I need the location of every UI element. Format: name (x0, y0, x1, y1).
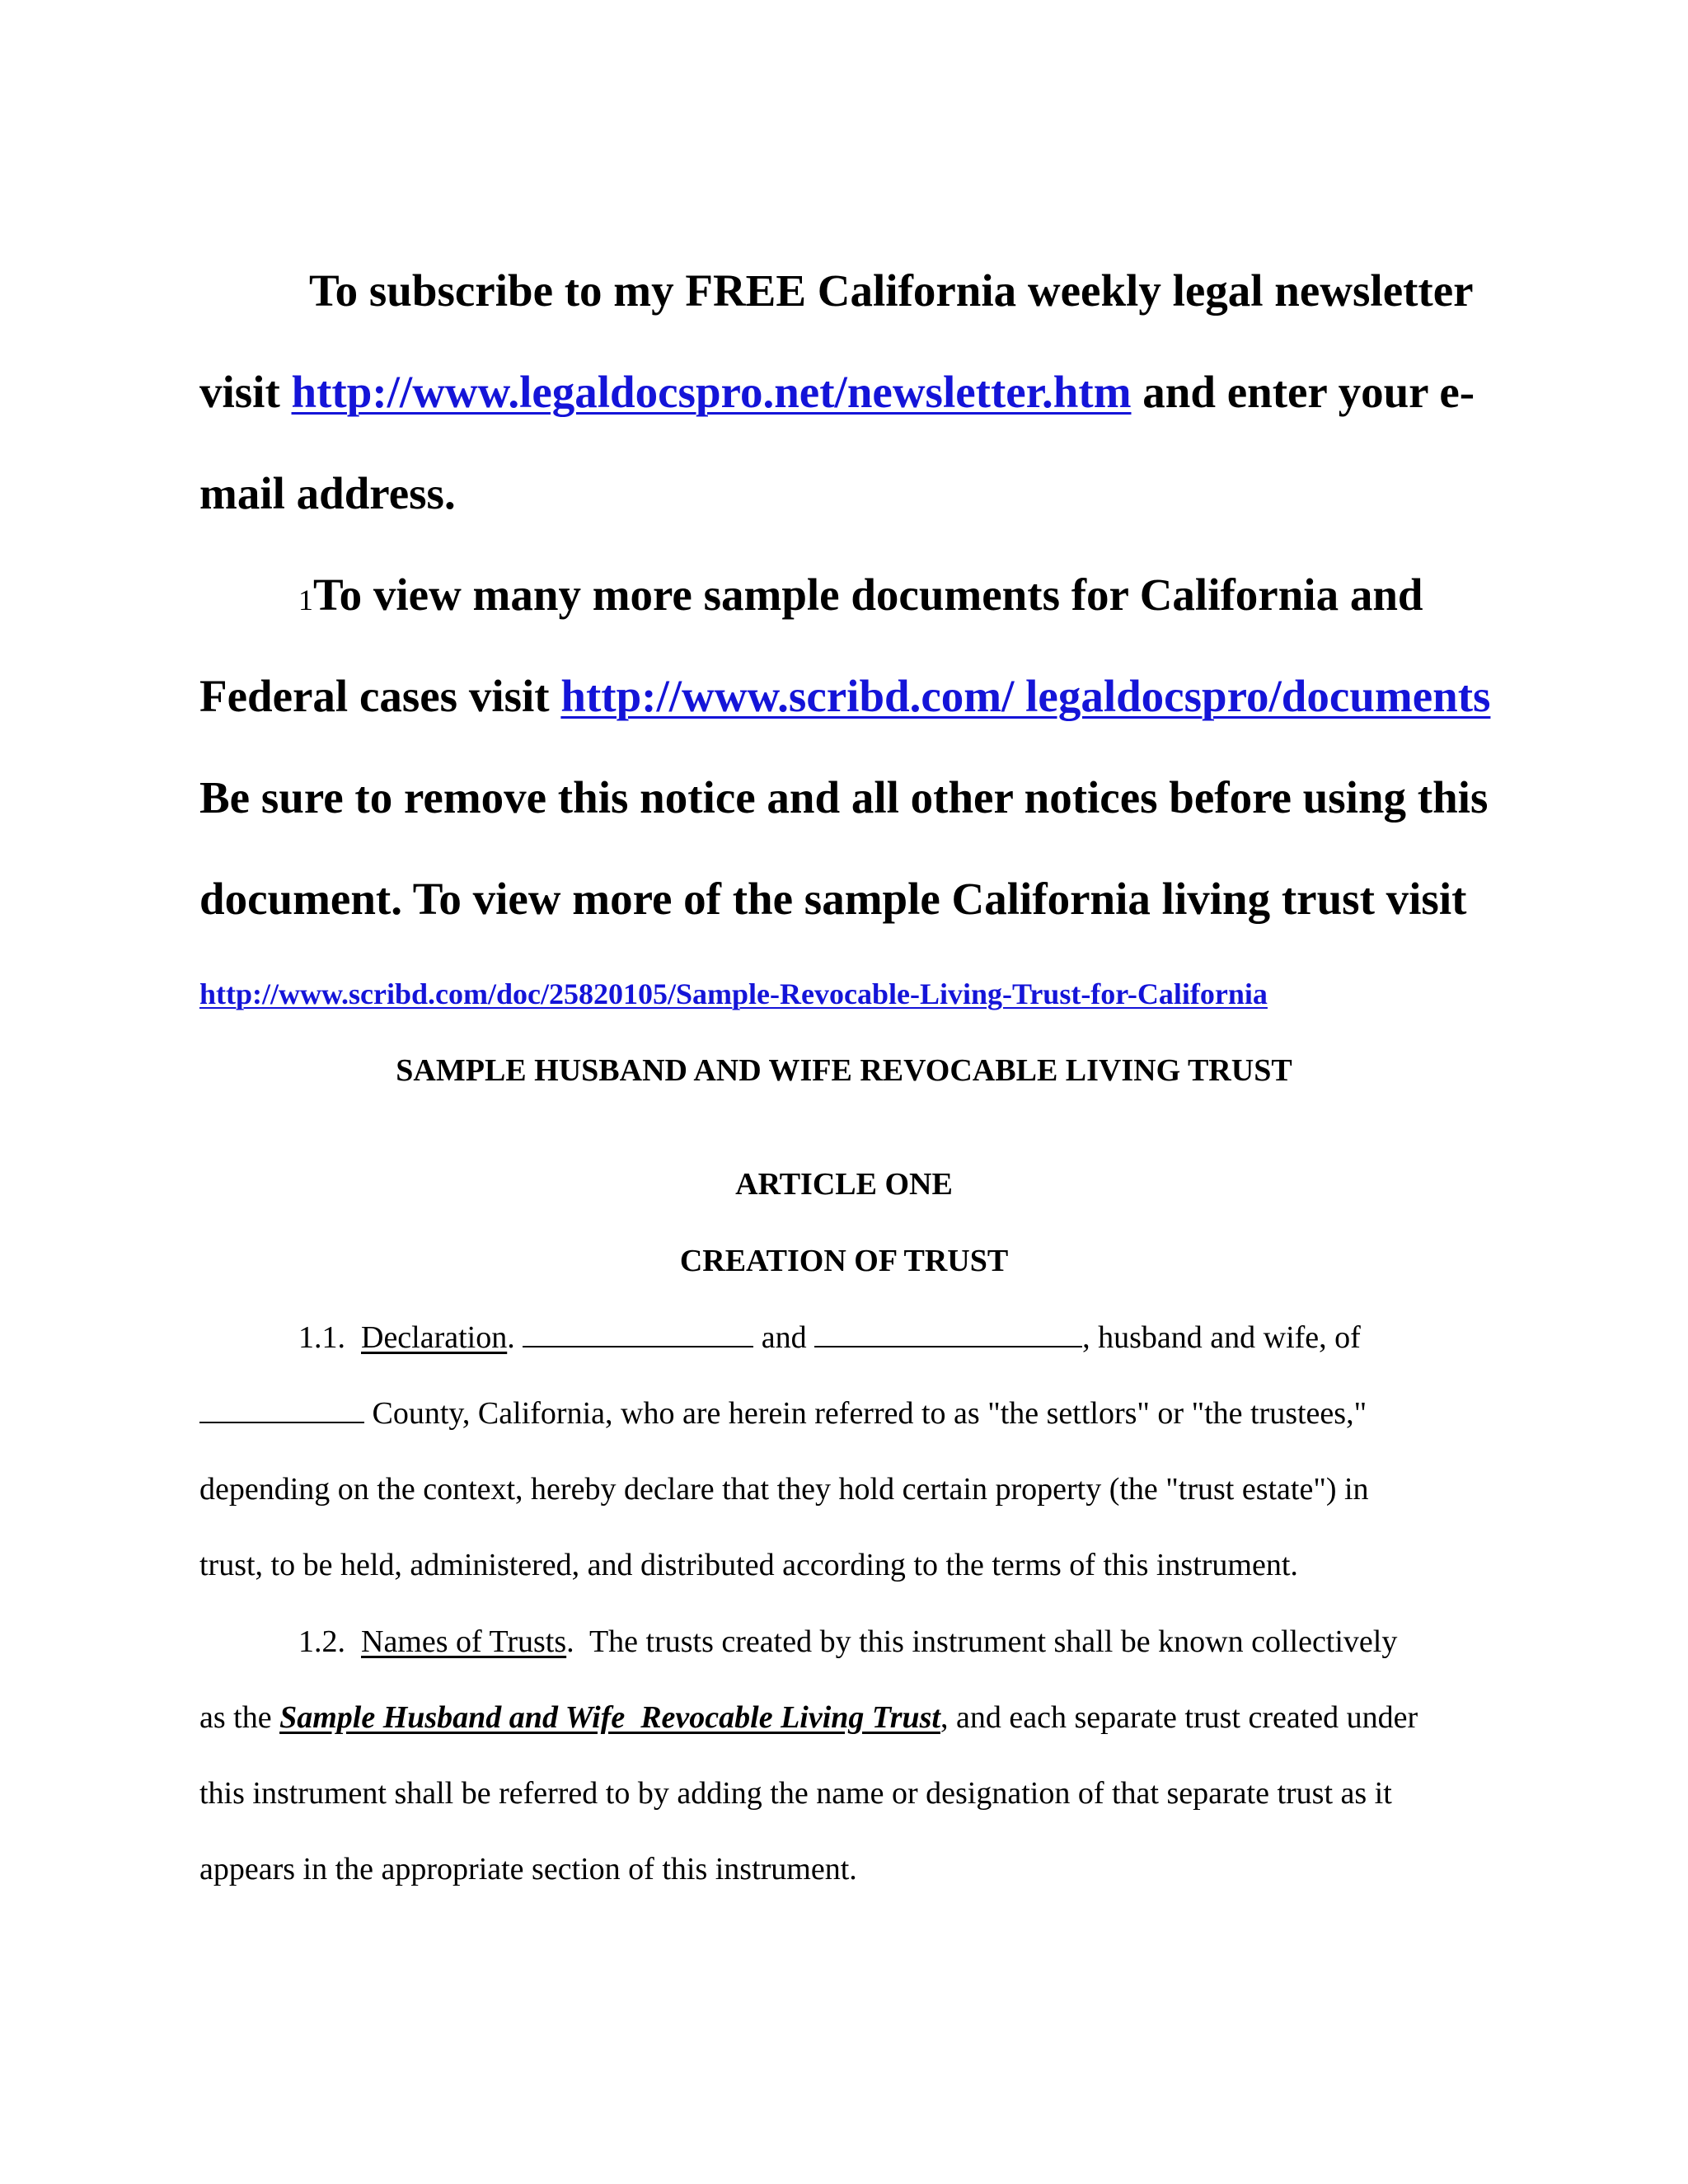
notice-text: visit (199, 367, 292, 417)
document-title: SAMPLE HUSBAND AND WIFE REVOCABLE LIVING TRUST (396, 1053, 1292, 1088)
section-1-2-line-1 (298, 1624, 1397, 1660)
sample-trust-link[interactable]: http://www.scribd.com/doc/25820105/Sample-Revocable-Living-Trust-for-California (199, 977, 1268, 1010)
notice-text: mail address. (199, 468, 456, 518)
section-text: County, California, who are herein referred to as "the settlors" or "the trustees," (372, 1396, 1367, 1431)
notice-text: Be sure to remove this notice and all other notices before using this (199, 772, 1489, 823)
section-heading: Declaration (361, 1320, 508, 1355)
notice-text: To subscribe to my FREE California weekly legal newsletter (309, 265, 1474, 316)
name-blank-1[interactable] (523, 1321, 753, 1347)
section-text: and (761, 1320, 807, 1355)
trust-link-line (199, 977, 1268, 1011)
notice-line-1 (309, 266, 1611, 316)
section-heading: Names of Trusts (361, 1624, 567, 1659)
section-text: . The trusts created by this instrument shall be known collectively (566, 1624, 1398, 1659)
notice-text: Federal cases visit (199, 671, 561, 721)
notice-line-6 (199, 773, 1502, 823)
notice-text: To view many more sample documents for California and (313, 569, 1423, 620)
section-1-2-line-2 (199, 1699, 1418, 1736)
county-blank[interactable] (199, 1397, 364, 1423)
trust-name: Sample Husband and Wife Revocable Living Trust (279, 1700, 940, 1735)
section-text: , husband and wife, of (1082, 1320, 1361, 1355)
notice-line-5 (199, 672, 1502, 721)
documents-link[interactable]: http://www.scribd.com/ legaldocspro/documents (560, 671, 1491, 721)
notice-line-2 (199, 368, 1502, 417)
notice-text: document. To view more of the sample California living trust visit (199, 874, 1467, 924)
notice-line-7 (199, 874, 1502, 924)
notice-line-3 (199, 469, 1502, 518)
article-number: ARTICLE ONE (735, 1167, 953, 1202)
notice-line-4 (298, 570, 1601, 625)
section-1-2-line-4: appears in the appropriate section of this instrument. (199, 1852, 857, 1886)
section-1-1-line-1 (298, 1319, 1361, 1356)
section-1-1-line-3: depending on the context, hereby declare that they hold certain property (the "trust estate") in (199, 1472, 1369, 1507)
section-number: 1.2. (298, 1624, 345, 1659)
section-number: 1.1. (298, 1320, 345, 1355)
section-1-1-line-2 (199, 1395, 1367, 1432)
name-blank-2[interactable] (814, 1321, 1082, 1347)
section-1-1-line-4: trust, to be held, administered, and distributed according to the terms of this instrument. (199, 1548, 1298, 1582)
footnote-mark: 1 (298, 583, 313, 616)
section-text: , and each separate trust created under (940, 1700, 1418, 1735)
section-1-2-line-3: this instrument shall be referred to by adding the name or designation of that separate trust as it (199, 1776, 1392, 1811)
section-text: as the (199, 1700, 280, 1735)
notice-text: and enter your e- (1131, 367, 1475, 417)
newsletter-link[interactable]: http://www.legaldocspro.net/newsletter.htm (291, 367, 1132, 417)
section-text: . (507, 1320, 515, 1355)
article-title: CREATION OF TRUST (679, 1244, 1009, 1278)
